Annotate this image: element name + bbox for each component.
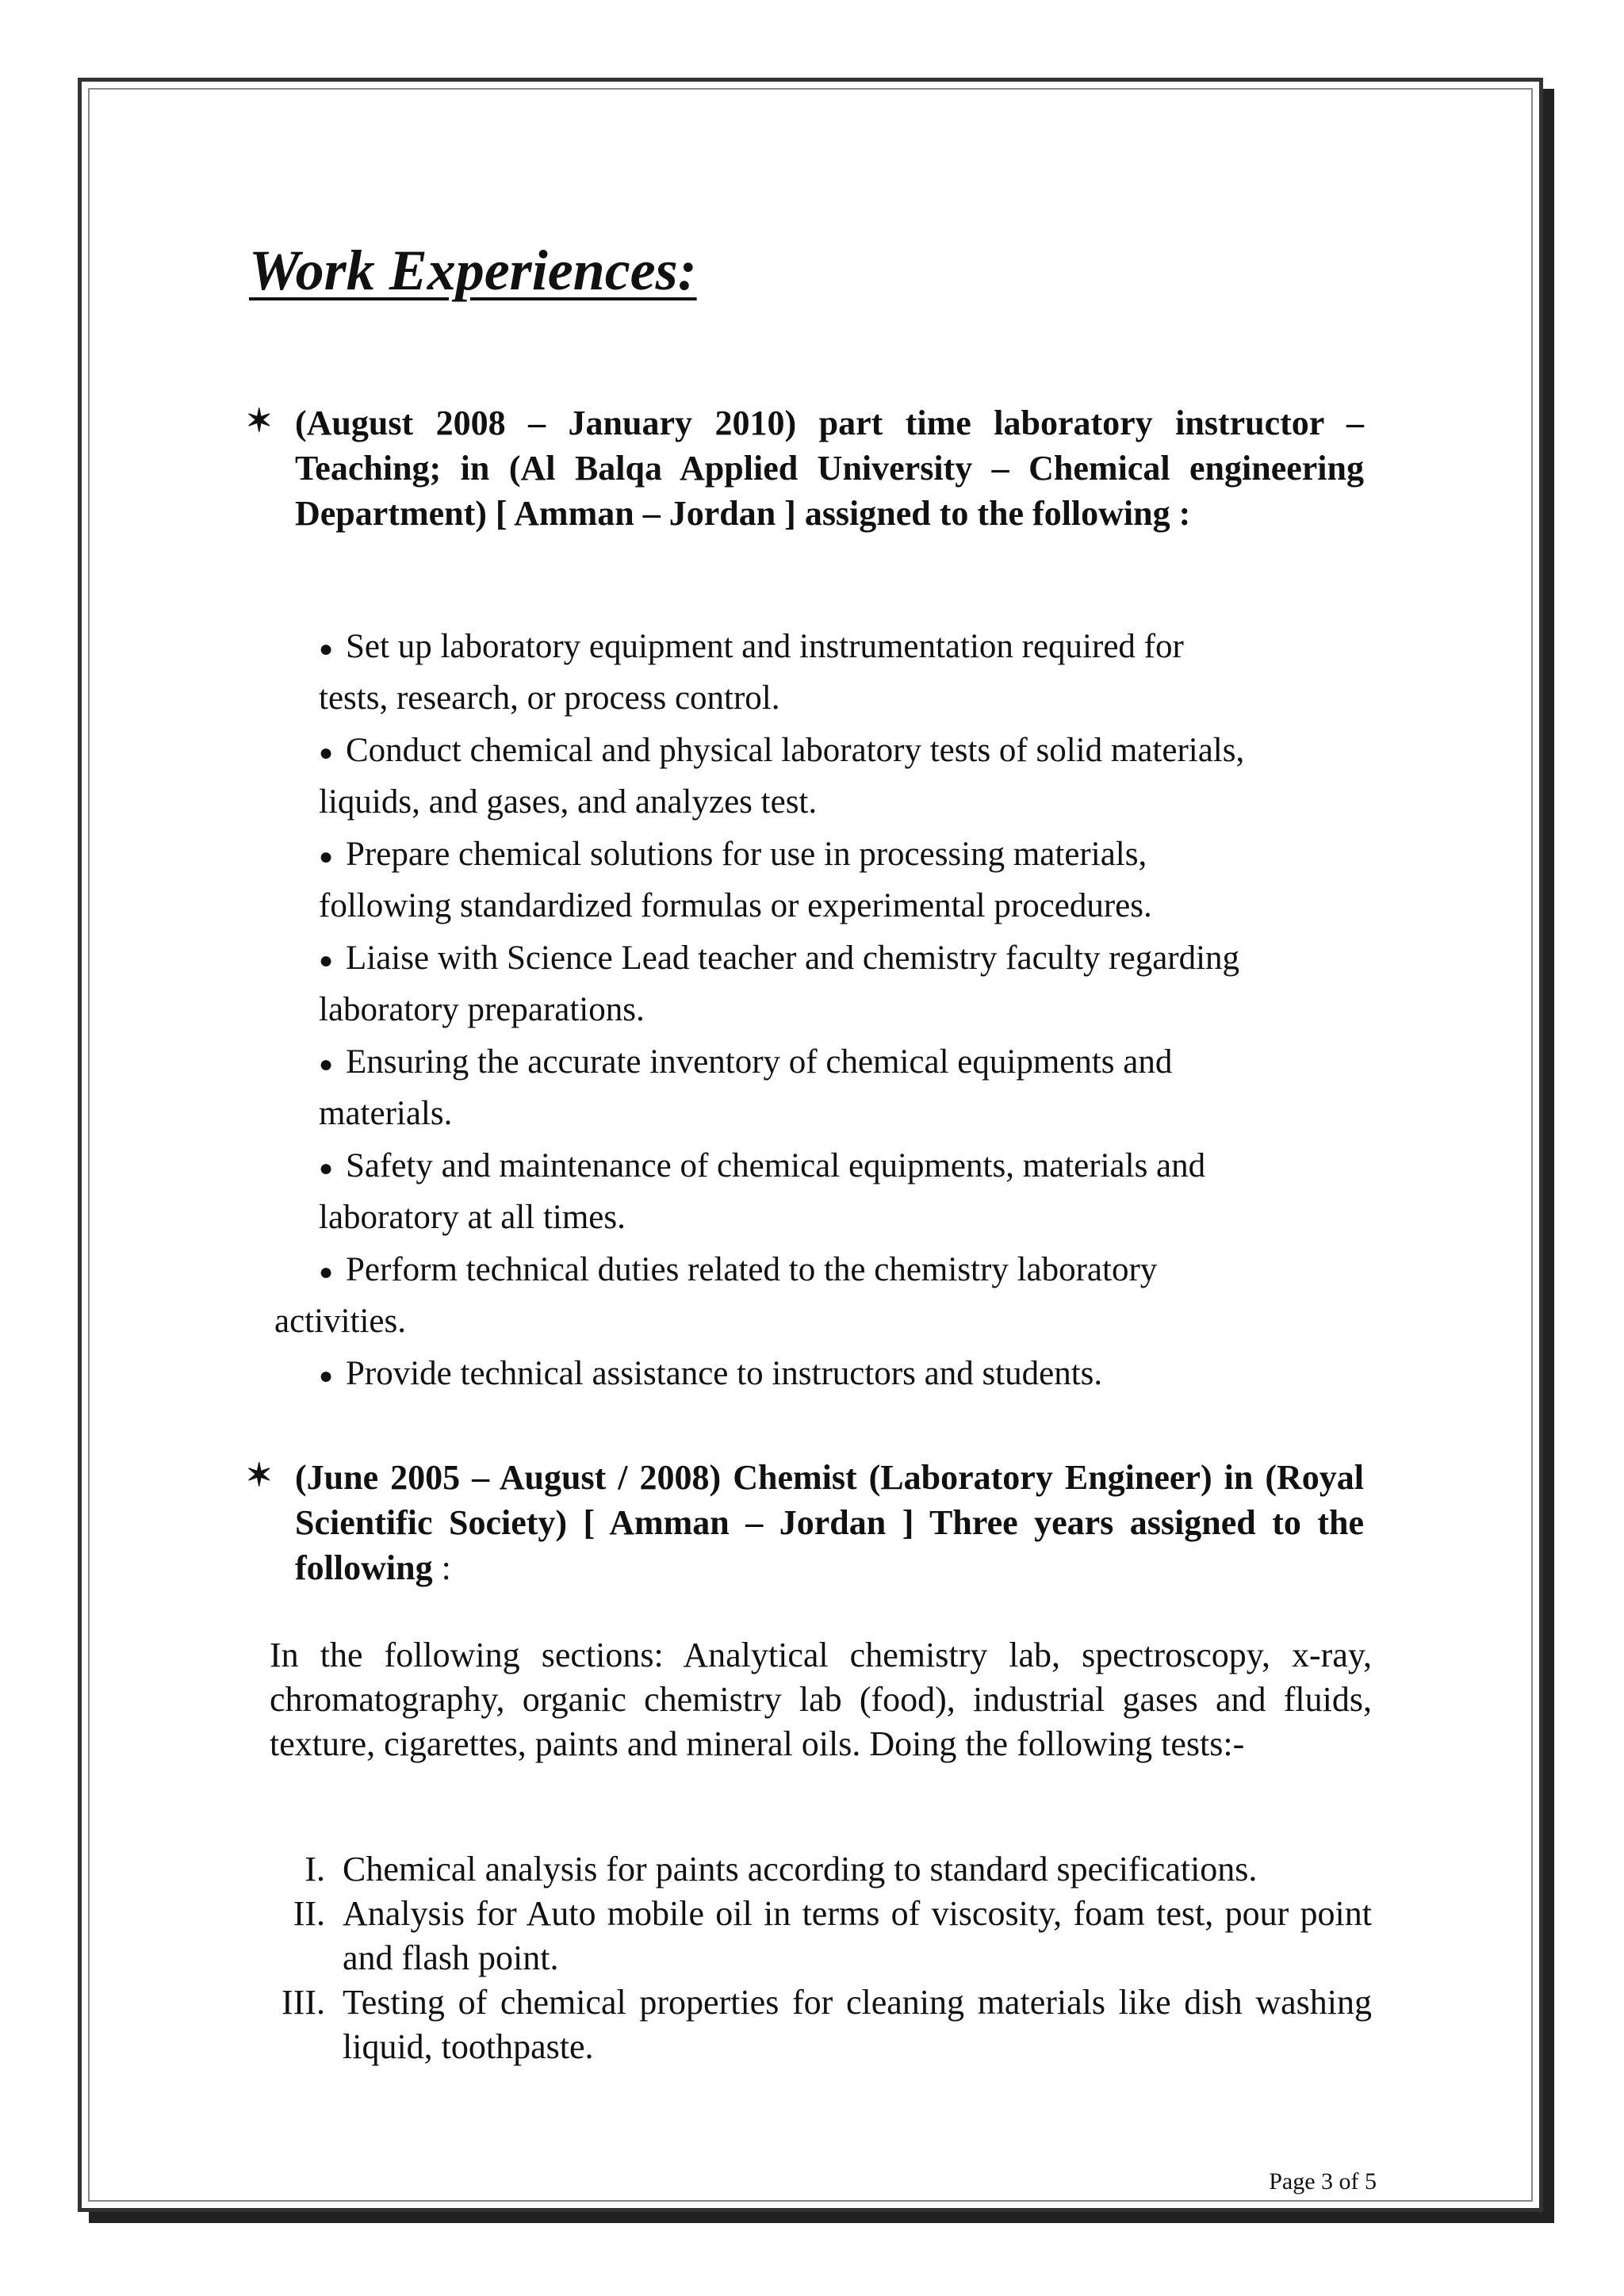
bullet-icon: ● xyxy=(319,844,334,871)
test-item: II. Analysis for Auto mobile oil in terms of viscosity, foam test, pour point and flash point. xyxy=(270,1892,1372,1980)
roman-numeral: II. xyxy=(293,1894,325,1933)
bullet-icon: ● xyxy=(319,1051,334,1078)
bullet-icon: ● xyxy=(319,1259,334,1286)
bullet-icon: ● xyxy=(319,740,334,767)
test-item: III. Testing of chemical properties for cleaning materials like dish washing liquid, toothpaste. xyxy=(270,1980,1372,2069)
duty-item: ● Perform technical duties related to the chemistry laboratory activities. xyxy=(319,1246,1373,1346)
test-item: I. Chemical analysis for paints according to standard specifications. xyxy=(270,1847,1372,1892)
duty-item: ● Set up laboratory equipment and instrumentation required for tests, research, or process control. xyxy=(319,622,1373,723)
duty-item: ● Conduct chemical and physical laboratory tests of solid materials, liquids, and gases, and analyzes test. xyxy=(319,726,1373,827)
bullet-icon: ● xyxy=(319,1155,334,1182)
bullet-icon: ● xyxy=(319,1363,334,1390)
page-number: Page 3 of 5 xyxy=(1269,2168,1377,2195)
job-entry-2 xyxy=(246,1455,1364,1590)
duty-item: ● Safety and maintenance of chemical equipments, materials and laboratory at all times. xyxy=(319,1142,1373,1242)
sections-paragraph: In the following sections: Analytical chemistry lab, spectroscopy, x-ray, chromatography, organic chemistry lab (food), industrial gases and fluids, texture, cigarettes, paints and mineral oils. Doing the following tests:- xyxy=(270,1636,1372,1763)
job-entry-1 xyxy=(246,400,1364,536)
duty-item: ● Provide technical assistance to instructors and students. xyxy=(319,1349,1373,1401)
star-bullet-icon: ✶ xyxy=(246,403,273,438)
duty-item: ● Prepare chemical solutions for use in processing materials, following standardized formulas or experimental procedures. xyxy=(319,830,1373,931)
roman-numeral: III. xyxy=(282,1983,325,2022)
section-heading: Work Experiences: xyxy=(249,239,697,302)
duty-item: ● Ensuring the accurate inventory of chemical equipments and materials. xyxy=(319,1038,1373,1138)
job-title: (June 2005 – August / 2008) Chemist (Laboratory Engineer) in (Royal Scientific Society) [ Amman – Jordan ] Three years assigned to the following : xyxy=(295,1458,1364,1587)
job-title: (August 2008 – January 2010) part time laboratory instructor – Teaching; in (Al Balqa Applied University – Chemical engineering Department) [ Amman – Jordan ] assigned to the following : xyxy=(295,404,1364,533)
bullet-icon: ● xyxy=(319,636,334,663)
duty-item: ● Liaise with Science Lead teacher and chemistry faculty regarding laboratory preparations. xyxy=(319,934,1373,1035)
roman-numeral: I. xyxy=(304,1850,325,1888)
bullet-icon: ● xyxy=(319,947,334,974)
star-bullet-icon: ✶ xyxy=(246,1457,273,1493)
